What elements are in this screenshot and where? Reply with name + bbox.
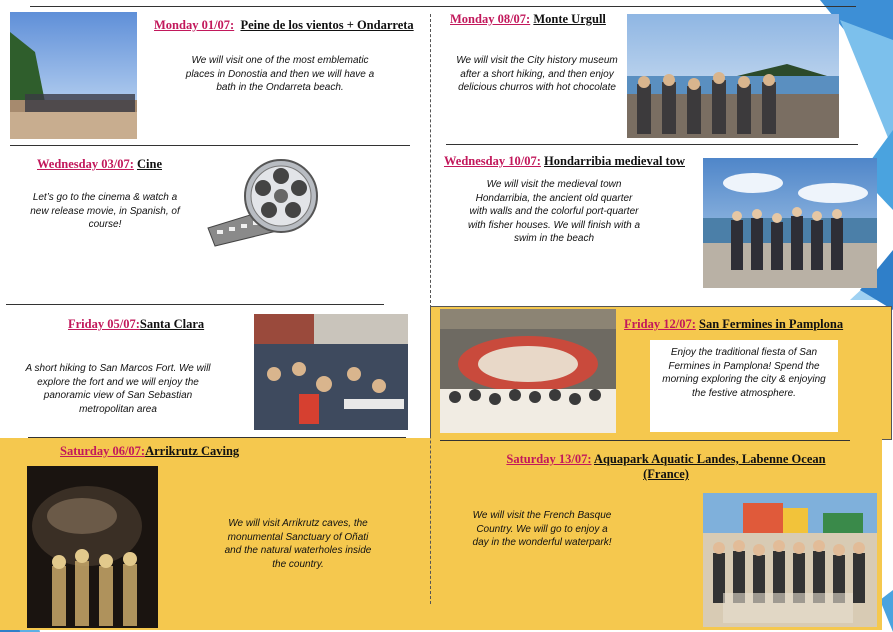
title-saturday-06: Saturday 06/07:Arrikrutz Caving	[60, 444, 240, 458]
photo-hondarribia	[703, 158, 877, 288]
desc-wednesday-10: We will visit the medieval town Hondarribia, the ancient old quarter with walls and the colorful port-quarter with fisher houses. We will finish with a swim in the beach	[467, 179, 641, 244]
photo-santa-clara-boat	[254, 314, 408, 430]
desc-saturday-13: We will visit the French Basque Country. We will go to enjoy a day in the wonderful waterpark!	[472, 510, 612, 548]
title-wednesday-03: Wednesday 03/07: Cine	[37, 157, 163, 171]
center-divider	[430, 14, 431, 604]
photo-peine-de-los-vientos	[10, 12, 137, 139]
desc-friday-05: A short hiking to San Marcos Fort. We will explore the fort and we will enjoy the panoramic view of San Sebastian metropolitan area	[25, 363, 211, 415]
photo-san-fermines	[440, 309, 616, 433]
photo-aquapark	[703, 493, 877, 627]
rule-left-2	[6, 304, 384, 305]
rule-right-1	[446, 144, 858, 145]
rule-left-1	[10, 145, 410, 146]
top-rule	[30, 6, 856, 7]
desc-monday-01: We will visit one of the most emblematic places in Donostia and then we will have a bath in the Ondarreta beach.	[185, 55, 375, 93]
title-friday-12: Friday 12/07: San Fermines in Pamplona	[624, 317, 844, 331]
title-monday-01: Monday 01/07: Peine de los vientos + Ondarreta	[154, 18, 414, 32]
desc-monday-08: We will visit the City history museum after a short hiking, and then enjoy delicious churros with hot chocolate	[456, 55, 618, 93]
desc-saturday-06: We will visit Arrikrutz caves, the monumental Sanctuary of Oñati and the natural waterholes inside the country.	[224, 518, 372, 570]
title-monday-08: Monday 08/07: Monte Urgull	[450, 12, 606, 26]
title-wednesday-10: Wednesday 10/07: Hondarribia medieval tow	[444, 154, 685, 168]
rule-right-3	[440, 440, 850, 441]
photo-monte-urgull	[627, 14, 839, 138]
desc-friday-12: Enjoy the traditional fiesta of San Fermines in Pamplona! Spend the morning exploring the city & enjoying the festive atmosphere.	[662, 347, 826, 399]
rule-left-3	[28, 437, 406, 438]
title-friday-05: Friday 05/07:Santa Clara	[68, 317, 205, 331]
desc-wednesday-03: Let’s go to the cinema & watch a new release movie, in Spanish, of course!	[30, 192, 180, 230]
film-reel-icon	[203, 158, 333, 248]
title-saturday-13: Saturday 13/07: Aquapark Aquatic Landes, Labenne Ocean (France)	[506, 452, 826, 481]
photo-arrikrutz-caving	[27, 466, 158, 628]
